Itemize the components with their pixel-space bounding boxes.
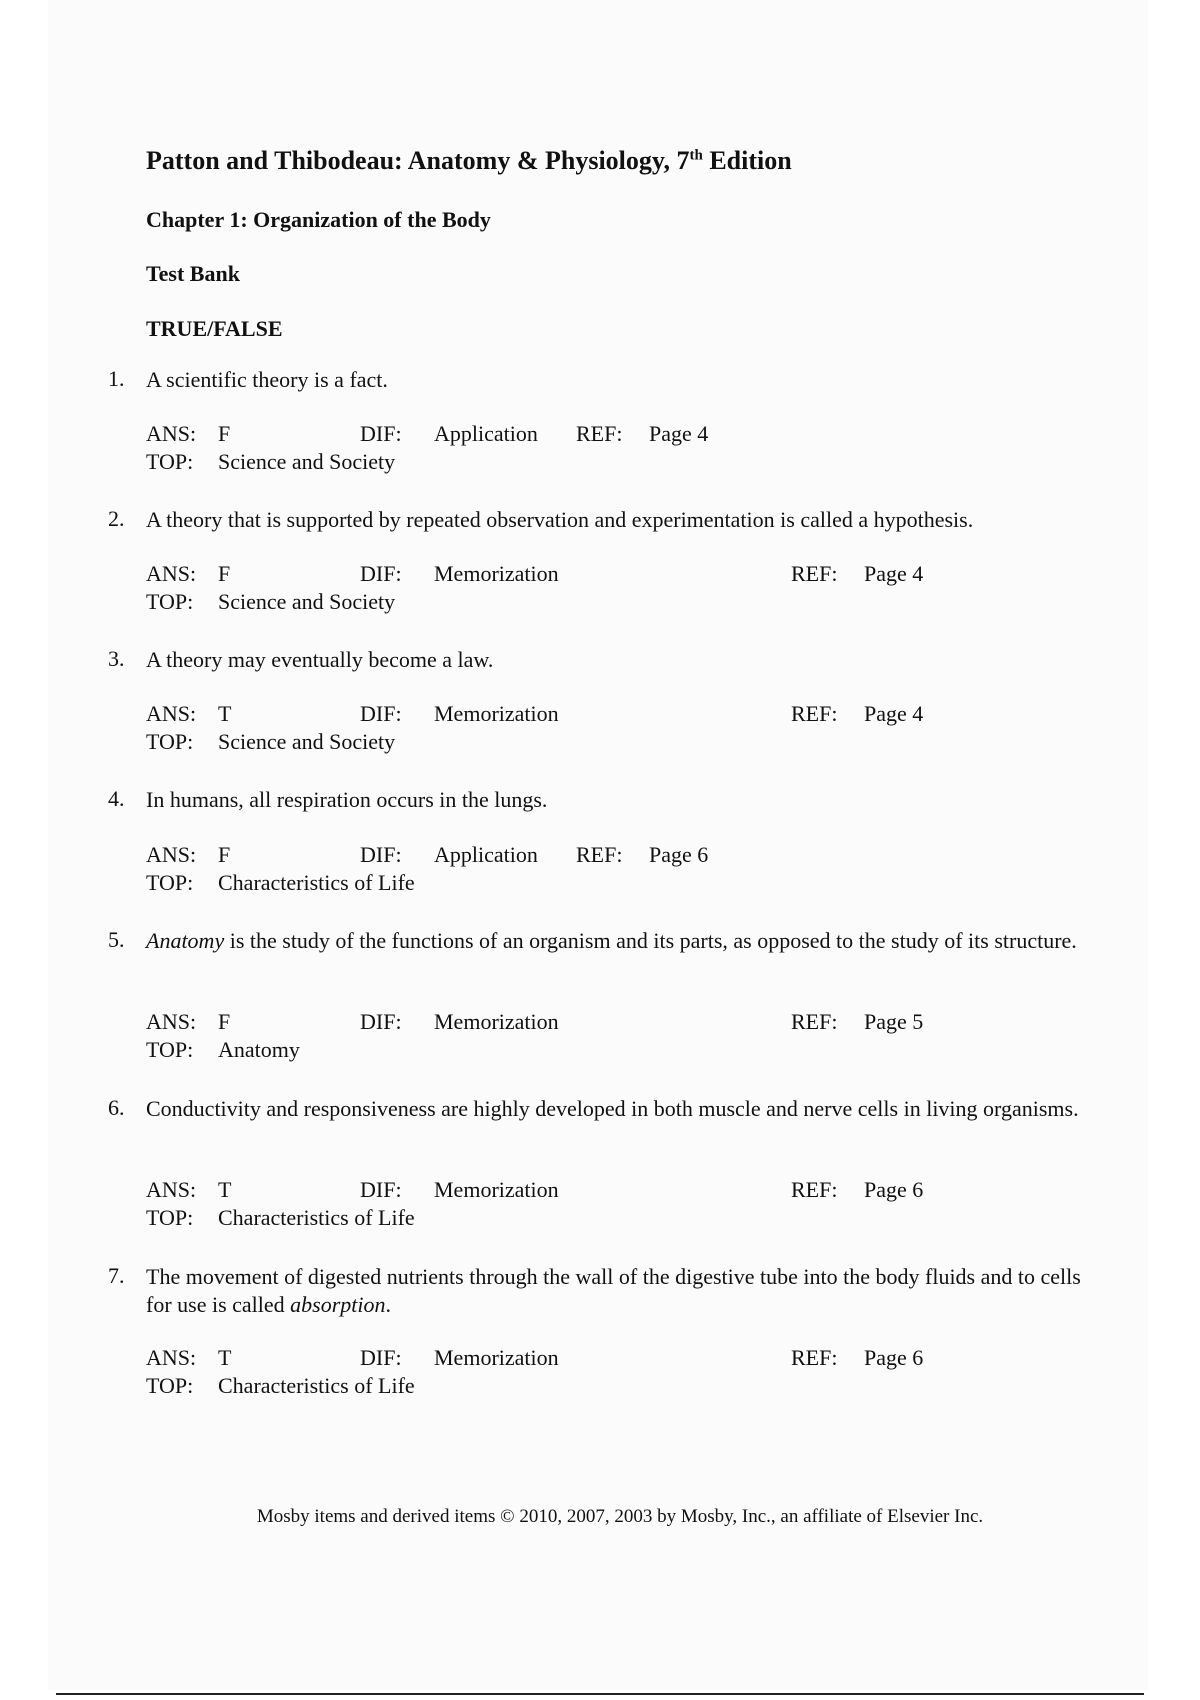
ans-label: ANS: <box>146 1009 197 1034</box>
ans-value: F <box>218 842 231 867</box>
dif-value: Memorization <box>434 561 559 586</box>
dif-value: Application <box>434 842 538 867</box>
dif-value: Application <box>434 421 538 446</box>
question-number: 1. <box>108 366 125 391</box>
section-heading: TRUE/FALSE <box>146 316 283 341</box>
question-text: A theory may eventually become a law. <box>146 647 494 672</box>
question-text <box>146 1263 1086 1319</box>
question-text: Conductivity and responsiveness are highly developed in both muscle and nerve cells in living organisms. <box>146 1096 1079 1121</box>
dif-value: Memorization <box>434 1345 559 1370</box>
ans-label: ANS: <box>146 1345 197 1370</box>
title-superscript: th <box>689 147 703 164</box>
document-title <box>146 146 792 176</box>
question-number: 5. <box>108 927 125 952</box>
ans-label: ANS: <box>146 1177 197 1202</box>
question-number: 2. <box>108 506 125 531</box>
ref-value: Page 6 <box>864 1345 924 1370</box>
copyright-footer: Mosby items and derived items © 2010, 2007, 2003 by Mosby, Inc., an affiliate of Elsevier Inc. <box>256 1506 984 1527</box>
top-value: Characteristics of Life <box>218 1205 415 1230</box>
question-text: In humans, all respiration occurs in the lungs. <box>146 787 548 812</box>
top-label: TOP: <box>146 870 194 895</box>
question-text: A scientific theory is a fact. <box>146 367 388 392</box>
ans-value: T <box>218 701 232 726</box>
ref-label: REF: <box>576 421 623 446</box>
ans-value: T <box>218 1177 232 1202</box>
absorption-term: absorption <box>290 1292 386 1317</box>
top-label: TOP: <box>146 729 194 754</box>
top-label: TOP: <box>146 1205 194 1230</box>
question-number: 3. <box>108 646 125 671</box>
ref-value: Page 6 <box>649 842 709 867</box>
dif-label: DIF: <box>360 1345 402 1370</box>
top-value: Science and Society <box>218 589 396 614</box>
question-text <box>146 927 1086 955</box>
ref-value: Page 4 <box>864 701 924 726</box>
dif-label: DIF: <box>360 701 402 726</box>
dif-value: Memorization <box>434 1009 559 1034</box>
ans-value: T <box>218 1345 232 1370</box>
ans-label: ANS: <box>146 842 197 867</box>
dif-value: Memorization <box>434 1177 559 1202</box>
ref-label: REF: <box>791 1345 838 1370</box>
ref-value: Page 5 <box>864 1009 924 1034</box>
top-value: Anatomy <box>218 1037 300 1062</box>
ans-label: ANS: <box>146 421 197 446</box>
title-end: Edition <box>702 146 792 175</box>
ref-label: REF: <box>576 842 623 867</box>
dif-label: DIF: <box>360 561 402 586</box>
top-label: TOP: <box>146 1373 194 1398</box>
dif-label: DIF: <box>360 1177 402 1202</box>
top-value: Science and Society <box>218 449 396 474</box>
question-number: 4. <box>108 786 125 811</box>
dif-label: DIF: <box>360 842 402 867</box>
ref-label: REF: <box>791 561 838 586</box>
dif-value: Memorization <box>434 701 559 726</box>
ans-value: F <box>218 1009 231 1034</box>
ans-value: F <box>218 421 231 446</box>
question-text-post: . <box>385 1292 392 1317</box>
ref-label: REF: <box>791 701 838 726</box>
chapter-heading: Chapter 1: Organization of the Body <box>146 207 491 232</box>
top-value: Characteristics of Life <box>218 870 415 895</box>
question-number: 7. <box>108 1263 125 1288</box>
ref-value: Page 6 <box>864 1177 924 1202</box>
ref-value: Page 4 <box>649 421 709 446</box>
top-label: TOP: <box>146 1037 194 1062</box>
ans-label: ANS: <box>146 701 197 726</box>
ans-label: ANS: <box>146 561 197 586</box>
question-text-pre: The movement of digested nutrients through the wall of the digestive tube into the body fluids and to cells for use is called <box>146 1264 1081 1317</box>
anatomy-term: Anatomy <box>146 928 225 953</box>
title-main: Patton and Thibodeau: Anatomy & Physiology, 7 <box>146 146 690 175</box>
top-label: TOP: <box>146 589 194 614</box>
top-label: TOP: <box>146 449 194 474</box>
question-text-rest: is the study of the functions of an organism and its parts, as opposed to the study of its structure. <box>224 928 1077 953</box>
ans-value: F <box>218 561 231 586</box>
dif-label: DIF: <box>360 421 402 446</box>
question-text: A theory that is supported by repeated observation and experimentation is called a hypothesis. <box>146 507 974 532</box>
ref-label: REF: <box>791 1177 838 1202</box>
ref-value: Page 4 <box>864 561 924 586</box>
ref-label: REF: <box>791 1009 838 1034</box>
question-number: 6. <box>108 1095 125 1120</box>
dif-label: DIF: <box>360 1009 402 1034</box>
page-bottom-rule <box>56 1693 1144 1695</box>
test-bank-heading: Test Bank <box>146 261 240 286</box>
top-value: Characteristics of Life <box>218 1373 415 1398</box>
top-value: Science and Society <box>218 729 396 754</box>
